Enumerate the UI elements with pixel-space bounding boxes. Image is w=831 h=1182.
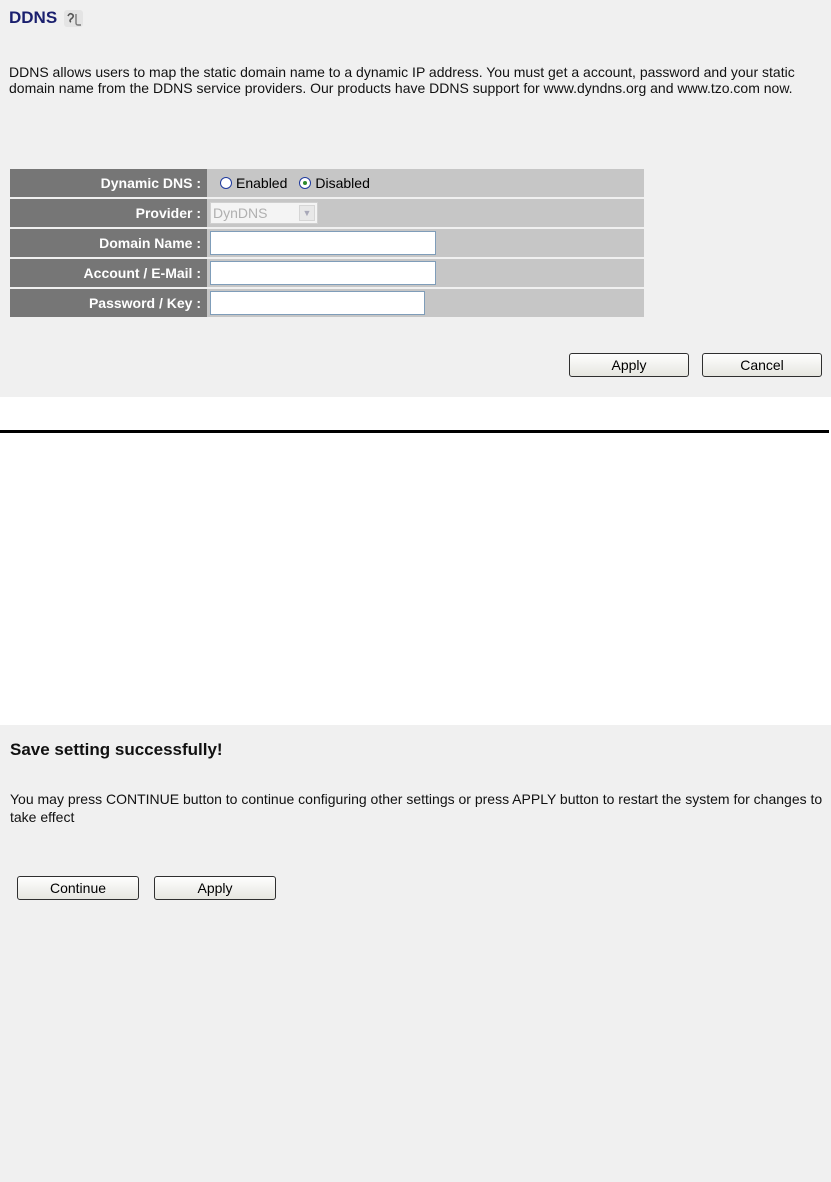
disabled-radio[interactable] — [299, 177, 311, 189]
account-value-cell — [207, 259, 644, 287]
domain-name-value-cell — [207, 229, 644, 257]
provider-select[interactable] — [210, 202, 318, 224]
provider-row — [10, 199, 644, 227]
password-value-cell — [207, 289, 644, 317]
apply-button[interactable]: Apply — [569, 353, 689, 377]
dynamic-dns-value-cell — [207, 169, 644, 197]
dynamic-dns-label: Dynamic DNS : — [10, 169, 207, 197]
success-title: Save setting successfully! — [10, 740, 223, 759]
continue-button[interactable]: Continue — [17, 876, 139, 900]
domain-name-row — [10, 229, 644, 257]
chevron-down-icon[interactable]: ▼ — [299, 205, 315, 221]
ddns-description: DDNS allows users to map the static domain name to a dynamic IP address. You must get a account, password and your static domain name from the DDNS service providers. Our products have DDNS support for www.dyndns.org and www.tzo.com now. — [9, 64, 795, 96]
domain-name-input[interactable] — [210, 231, 436, 255]
provider-label: Provider : — [10, 199, 207, 227]
domain-name-label: Domain Name : — [10, 229, 207, 257]
divider-top — [0, 430, 829, 433]
password-label: Password / Key : — [10, 289, 207, 317]
account-label: Account / E-Mail : — [10, 259, 207, 287]
help-icon[interactable] — [63, 7, 85, 29]
result-apply-button[interactable]: Apply — [154, 876, 276, 900]
provider-value-cell — [207, 199, 644, 227]
page-title-text: DDNS — [9, 8, 58, 27]
success-message: You may press CONTINUE button to continue configuring other settings or press APPLY button to restart the system for changes to take effect — [10, 791, 823, 825]
ddns-form-table — [10, 167, 644, 319]
page-title — [9, 7, 85, 29]
password-input[interactable] — [210, 291, 425, 315]
cancel-button[interactable]: Cancel — [702, 353, 822, 377]
dynamic-dns-radio-group — [210, 175, 644, 191]
ddns-panel — [0, 0, 831, 397]
provider-selected-value: DynDNS — [213, 205, 268, 221]
account-input[interactable] — [210, 261, 436, 285]
account-row — [10, 259, 644, 287]
password-row — [10, 289, 644, 317]
disabled-radio-label[interactable]: Disabled — [315, 175, 370, 191]
enabled-radio-label[interactable]: Enabled — [236, 175, 288, 191]
enabled-radio[interactable] — [220, 177, 232, 189]
dynamic-dns-row — [10, 169, 644, 197]
